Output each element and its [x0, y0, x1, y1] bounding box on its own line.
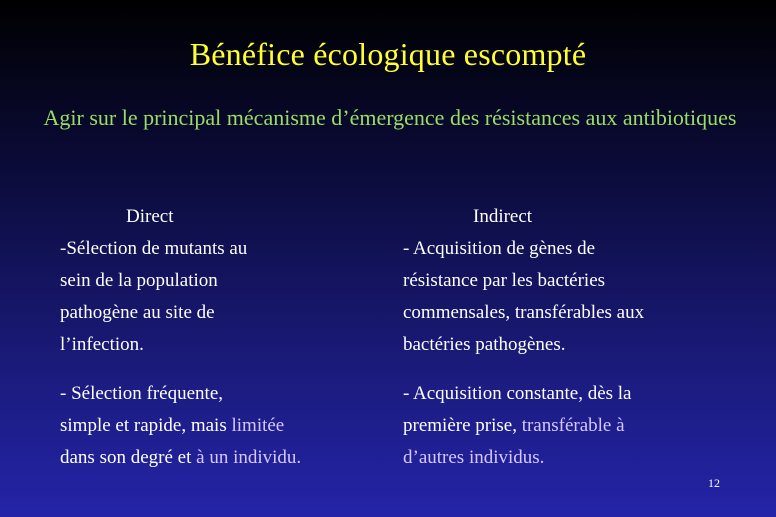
left-paragraph-1 [60, 233, 380, 361]
left-column-heading: Direct [126, 206, 174, 227]
left-paragraph-2 [60, 378, 380, 474]
left-p1-line: l’infection. [60, 334, 144, 355]
right-p1-line: résistance par les bactéries [403, 270, 606, 291]
left-p1-line: pathogène au site de [60, 302, 215, 323]
right-p2-line-2 [403, 410, 723, 442]
left-column [60, 201, 380, 474]
right-paragraph-2 [403, 378, 723, 474]
right-p1-line: - Acquisition de gènes de [403, 238, 596, 259]
slide-subtitle: Agir sur le principal mécanisme d’émergence des résistances aux antibiotiques [43, 105, 737, 130]
left-p2-line-2 [60, 410, 380, 442]
highlight-un-individu: à un individu. [196, 447, 302, 468]
page-number: 12 [708, 476, 720, 490]
highlight-limitee: limitée [231, 415, 285, 436]
right-column-heading: Indirect [473, 206, 533, 227]
slide-title: Bénéfice écologique escompté [189, 36, 587, 72]
left-p2-line-3 [60, 442, 380, 474]
left-p2-line-2-text: simple et rapide, mais [60, 415, 232, 436]
left-p2-line: - Sélection fréquente, [60, 383, 224, 404]
right-p1-line: bactéries pathogènes. [403, 334, 566, 355]
highlight-transferable: transférable à [521, 415, 625, 436]
right-p2-line-1: - Acquisition constante, dès la [403, 383, 632, 404]
right-p1-line: commensales, transférables aux [403, 302, 645, 323]
left-p2-line-3-text: dans son degré et [60, 447, 197, 468]
right-paragraph-1 [403, 233, 723, 361]
right-p2-line-2-text: première prise, [403, 415, 522, 436]
right-column [403, 201, 723, 474]
left-p1-line: sein de la population [60, 270, 218, 291]
left-p1-line: -Sélection de mutants au [60, 238, 248, 259]
highlight-autres-individus: d’autres individus. [403, 447, 545, 468]
